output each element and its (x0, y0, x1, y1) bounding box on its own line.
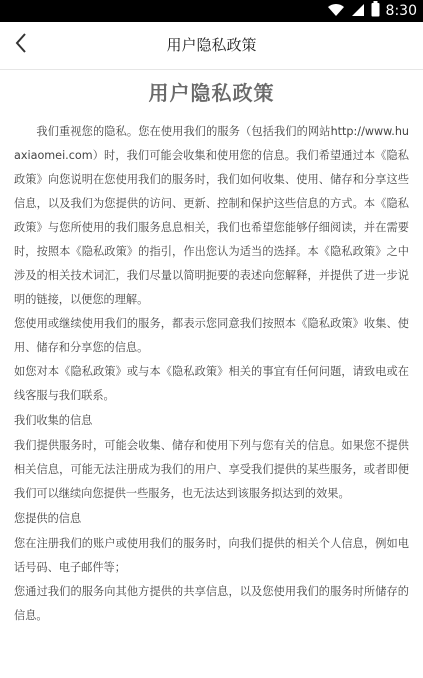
battery-icon (371, 1, 380, 21)
consent-paragraph: 您使用或继续使用我们的服务，都表示您同意我们按照本《隐私政策》收集、使用、储存和分享您的信息。 (14, 317, 409, 354)
provided-info-paragraph-1: 您在注册我们的账户或使用我们的服务时，向我们提供的相关个人信息，例如电话号码、电子邮件等； (14, 537, 409, 574)
section-heading-provided-info: 您提供的信息 (14, 512, 82, 525)
cellular-signal-icon (351, 2, 365, 21)
document-title: 用户隐私政策 (148, 81, 275, 105)
section-heading-collected-info: 我们收集的信息 (14, 414, 93, 427)
collected-info-paragraph: 我们提供服务时，可能会收集、储存和使用下列与您有关的信息。如果您不提供相关信息，可能无法注册成为我们的用户、享受我们提供的某些服务，或者即便我们可以继续向您提供一些服务，也无法达到该服务拟达到的效果。 (14, 439, 409, 500)
status-icons (327, 2, 417, 20)
back-button[interactable] (6, 30, 36, 60)
status-time: 8:30 (385, 3, 417, 19)
nav-bar (0, 22, 423, 70)
contact-paragraph: 如您对本《隐私政策》或与本《隐私政策》相关的事宜有任何问题，请致电或在线客服与我们联系。 (14, 365, 409, 402)
policy-content[interactable] (0, 70, 423, 678)
status-bar (0, 0, 423, 22)
page-title: 用户隐私政策 (166, 36, 257, 54)
chevron-left-icon (14, 32, 28, 58)
wifi-icon (327, 2, 345, 21)
provided-info-paragraph-2: 您通过我们的服务向其他方提供的共享信息，以及您使用我们的服务时所储存的信息。 (14, 585, 409, 622)
intro-paragraph: 我们重视您的隐私。您在使用我们的服务（包括我们的网站http://www.huaxiaomei.com）时，我们可能会收集和使用您的信息。我们希望通过本《隐私政策》向您说明在您使用我们的服务时，我们如何收集、使用、储存和分享这些信息，以及我们为您提供的访问、更新、控制和保护这些信息的方式。本《隐私政策》与您所使用的我们服务息息相关，我们也希望您能够仔细阅读，并在需要时，按照本《隐私政策》的指引，作出您认为适当的选择。本《隐私政策》之中涉及的相关技术词汇，我们尽量以简明扼要的表述向您解释，并提供了进一步说明的链接，以便您的理解。 (14, 125, 409, 306)
